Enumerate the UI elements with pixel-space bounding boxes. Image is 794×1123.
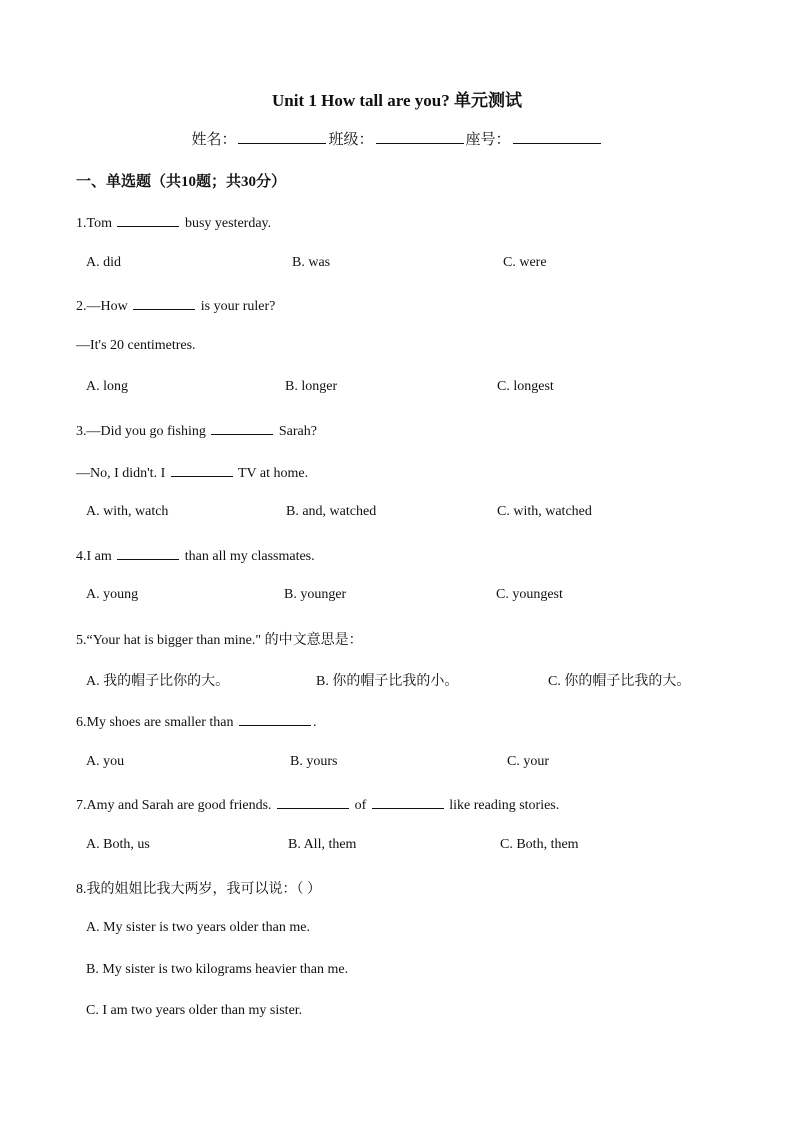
- question-7-stem: 7.Amy and Sarah are good friends. of like reading stories.: [76, 795, 559, 814]
- page-title: Unit 1 How tall are you? 单元测试: [272, 91, 522, 110]
- answer-blank[interactable]: [372, 795, 444, 809]
- question-2-option-c[interactable]: C. longest: [497, 379, 554, 394]
- answer-blank[interactable]: [171, 463, 233, 477]
- class-blank[interactable]: [376, 129, 464, 144]
- section-title: 一、单选题（共10题；共30分）: [76, 174, 287, 190]
- answer-blank[interactable]: [211, 421, 273, 435]
- question-1-option-c[interactable]: C. were: [503, 255, 547, 270]
- question-8-option-a[interactable]: A. My sister is two years older than me.: [86, 920, 310, 935]
- question-8-stem: 8.我的姐姐比我大两岁，我可以说：（ ）: [76, 882, 321, 897]
- question-7-option-c[interactable]: C. Both, them: [500, 837, 579, 852]
- question-7-option-b[interactable]: B. All, them: [288, 837, 357, 852]
- question-2-answer-line: —It's 20 centimetres.: [76, 338, 196, 353]
- question-1-option-b[interactable]: B. was: [292, 255, 331, 270]
- question-6-option-c[interactable]: C. your: [507, 754, 549, 769]
- question-7-option-a[interactable]: A. Both, us: [86, 837, 150, 852]
- question-3-stem: 3.—Did you go fishing Sarah?: [76, 421, 317, 440]
- seat-blank[interactable]: [513, 129, 601, 144]
- question-8-option-c[interactable]: C. I am two years older than my sister.: [86, 1003, 303, 1018]
- question-3-answer-line: —No, I didn't. I TV at home.: [76, 463, 308, 482]
- question-8-option-b[interactable]: B. My sister is two kilograms heavier than me.: [86, 962, 349, 977]
- question-2-option-a[interactable]: A. long: [86, 379, 128, 394]
- question-2-option-b[interactable]: B. longer: [285, 379, 338, 394]
- question-3-option-c[interactable]: C. with, watched: [497, 504, 592, 519]
- question-5-option-a[interactable]: A. 我的帽子比你的大。: [86, 674, 230, 689]
- class-label: 班级：: [328, 132, 374, 148]
- question-3-option-a[interactable]: A. with, watch: [86, 504, 169, 519]
- question-6-option-b[interactable]: B. yours: [290, 754, 338, 769]
- student-info-line: [0, 128, 794, 149]
- question-4-option-c[interactable]: C. youngest: [496, 587, 563, 602]
- name-blank[interactable]: [238, 129, 326, 144]
- answer-blank[interactable]: [239, 712, 311, 726]
- question-3-option-b[interactable]: B. and, watched: [286, 504, 377, 519]
- seat-label: 座号：: [465, 132, 511, 148]
- name-label: 姓名：: [191, 132, 237, 148]
- question-6-stem: 6.My shoes are smaller than .: [76, 712, 316, 731]
- question-1-stem: 1.Tom busy yesterday.: [76, 213, 271, 232]
- question-1-option-a[interactable]: A. did: [86, 255, 121, 270]
- question-6-option-a[interactable]: A. you: [86, 754, 125, 769]
- answer-blank[interactable]: [133, 296, 195, 310]
- question-5-option-b[interactable]: B. 你的帽子比我的小。: [316, 674, 459, 689]
- question-4-stem: 4.I am than all my classmates.: [76, 546, 315, 565]
- answer-blank[interactable]: [277, 795, 349, 809]
- question-5-stem: 5.“Your hat is bigger than mine." 的中文意思是：: [76, 633, 363, 648]
- answer-blank[interactable]: [117, 213, 179, 227]
- question-2-stem: 2.—How is your ruler?: [76, 296, 275, 315]
- question-4-option-b[interactable]: B. younger: [284, 587, 347, 602]
- question-4-option-a[interactable]: A. young: [86, 587, 139, 602]
- question-5-option-c[interactable]: C. 你的帽子比我的大。: [548, 674, 691, 689]
- answer-blank[interactable]: [117, 546, 179, 560]
